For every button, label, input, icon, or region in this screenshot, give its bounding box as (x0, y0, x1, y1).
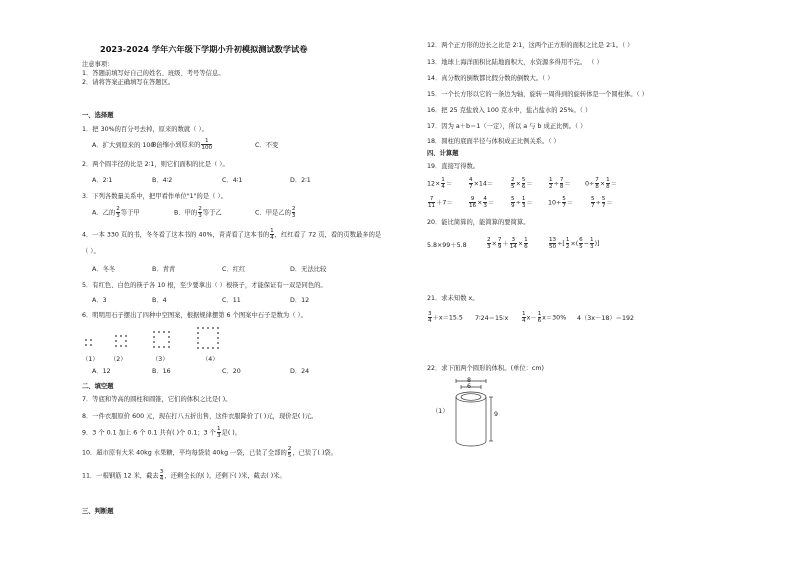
denominator: 3 (291, 213, 296, 219)
denominator: 8 (606, 184, 610, 190)
option-b: B．16 (152, 368, 171, 375)
denominator: 14 (509, 244, 517, 250)
option-d: D．12 (290, 297, 310, 304)
denominator: 9 (497, 244, 502, 250)
calc-text: ÷ (553, 180, 559, 188)
question-12: 12．两个正方形的边长之比是 2∶1，这两个正方形的面积之比是 2∶1。（ ） (427, 42, 634, 49)
fraction (566, 237, 570, 250)
pattern-label: （3） (152, 356, 169, 363)
dot-patterns (82, 326, 232, 358)
option-text: 等于乙 (202, 209, 222, 217)
option-text: B．甲的 (174, 209, 198, 217)
calc-text: ＝ (564, 180, 571, 188)
option-a: A．12 (92, 368, 111, 375)
section-heading: 四、计算题 (427, 150, 459, 157)
fraction (549, 177, 553, 190)
numerator: 1 (522, 311, 526, 317)
question-text: ，还剩全长的( )，还剩下( )米，截去( )米。 (164, 472, 286, 480)
equation-text: x＝30% (542, 314, 567, 322)
option-c: C．20 (222, 368, 241, 375)
expression: 5.8×99＋5.8 (427, 242, 467, 249)
denominator: 6 (537, 318, 542, 324)
calc-text: ÷ (515, 199, 521, 207)
numerator: 7 (595, 177, 599, 183)
section-heading: 三、判断题 (82, 508, 114, 515)
fraction (562, 196, 566, 209)
equation-text: ＋x＝15.5 (432, 314, 463, 322)
calc-text: ＝ (566, 199, 574, 207)
denominator: 9 (511, 203, 515, 209)
question-4-cont: （ ）。 (82, 248, 100, 255)
fraction (511, 196, 515, 209)
numerator: 1 (521, 196, 526, 202)
fraction (469, 196, 476, 209)
option-b-label: B．缩小到原来的 (152, 141, 201, 149)
equation: 7∶24＝15∶x (475, 315, 509, 322)
denominator: 8 (595, 184, 599, 190)
question-text: 10．超市原有大米 40kg 水果糖，平均每袋装 40kg 一袋，已装了全部的 (82, 449, 287, 457)
numerator: 4 (469, 177, 473, 183)
numerator: 1 (606, 177, 610, 183)
equation (427, 311, 463, 326)
notice-item: 2．请将答案正确填写在答题区。 (82, 79, 175, 86)
fraction (510, 237, 517, 250)
numerator: 1 (204, 138, 209, 144)
calc-text: 12× (427, 180, 441, 188)
fraction (441, 177, 445, 190)
fraction (579, 237, 583, 250)
calc-item (548, 177, 571, 192)
fraction (288, 446, 292, 459)
denominator: 3 (590, 244, 594, 250)
fraction (217, 426, 221, 439)
numerator: 3 (159, 469, 164, 475)
question-5: 5．有红色、白色的筷子各 10 根，至少要拿出（ ）根筷子，才能保证有一双是同色的。 (82, 282, 327, 289)
denominator: 4 (428, 318, 432, 324)
fraction (524, 237, 528, 250)
denominator: 5 (511, 184, 515, 190)
calc-text: ÷ (595, 199, 601, 207)
numerator: 5 (591, 196, 595, 202)
section-heading: 二、填空题 (82, 383, 114, 390)
option-a (92, 206, 140, 221)
denominator: 100 (201, 145, 213, 151)
numerator: 1 (537, 311, 542, 317)
option-text: C．甲是乙的 (255, 209, 291, 217)
denominator: 6 (521, 184, 526, 190)
numerator: 3 (511, 237, 516, 243)
denominator: 2 (565, 244, 570, 250)
option-d: D．24 (290, 368, 310, 375)
fraction (549, 237, 556, 250)
option-b: B．4 (152, 297, 167, 304)
pattern-label: （1） (82, 356, 99, 363)
calc-item (427, 196, 453, 211)
numerator: 5 (562, 196, 566, 202)
calc-item (468, 196, 494, 211)
numerator: 1 (216, 426, 221, 432)
numerator: 1 (270, 228, 274, 234)
question-16: 16．把 25 克盐放入 100 克水中，盐占盐水的 25%。（ ） (427, 107, 592, 114)
fraction (522, 196, 526, 209)
question-18: 18．圆柱的底面半径与体积成正比例关系。（ ） (427, 138, 560, 145)
calc-text: 0÷ (585, 180, 595, 188)
denominator: 3 (198, 213, 202, 219)
option-b: B．4∶2 (152, 177, 173, 184)
fraction (590, 237, 594, 250)
calc-item (548, 196, 573, 211)
question-4 (82, 228, 381, 243)
question-19: 19．直接写得数。 (427, 163, 480, 170)
fraction (538, 311, 542, 324)
question-3: 3．下列各数量关系中，把甲看作单位"1"的是（ ）。 (82, 193, 227, 200)
notice-heading: 注意事项： (82, 61, 114, 68)
numerator: 2 (511, 177, 515, 183)
section-heading: 一、选择题 (82, 112, 114, 119)
dimension-height: 9 (494, 411, 499, 418)
fraction (292, 206, 296, 219)
numerator: 6 (579, 237, 583, 243)
pattern-3 (153, 331, 170, 348)
numerator: 1 (549, 177, 553, 183)
option-d: D．2∶1 (290, 177, 311, 184)
option-c: C．不变 (255, 142, 279, 149)
denominator: 5 (579, 244, 583, 250)
calc-text: × (515, 180, 521, 188)
fraction (116, 206, 120, 219)
denominator: 3 (116, 213, 120, 219)
calc-item (510, 177, 533, 192)
question-1: 1．把 30%的百分号去掉，原来的数就（ ）。 (82, 126, 208, 133)
option-a: A．扩大到原来的 100 倍 (92, 142, 163, 149)
denominator: 7 (591, 203, 595, 209)
numerator: 2 (487, 237, 491, 243)
page-title: 2023-2024 学年六年级下学期小升初模拟测试数学试卷 (100, 44, 308, 54)
fraction (602, 196, 606, 209)
denominator: 4 (270, 235, 274, 241)
question-10 (82, 446, 337, 461)
numerator: 7 (429, 196, 434, 202)
fraction (487, 237, 491, 250)
calc-text: ＝ (445, 180, 453, 188)
denominator: 3 (521, 203, 526, 209)
fraction (201, 138, 212, 151)
fraction (591, 196, 595, 209)
calc-text: ＝ (526, 180, 533, 188)
calc-item (468, 177, 493, 192)
calc-item (510, 196, 533, 211)
numerator: 1 (590, 237, 594, 243)
denominator: 6 (524, 244, 528, 250)
option-a: A．冬冬 (92, 266, 116, 273)
hollow-cylinder-figure (448, 376, 508, 452)
numerator: 2 (198, 206, 202, 212)
fraction (595, 177, 599, 190)
calc-text: 10÷ (548, 199, 562, 207)
denominator: 3 (487, 244, 491, 250)
denominator: 3 (216, 433, 221, 439)
denominator: 4 (159, 476, 164, 482)
question-text: 4．一本 330 页的书，冬冬看了这本书的 40%，青青看了这本书的 (82, 231, 270, 239)
fraction (270, 228, 274, 241)
denominator: 4 (441, 184, 445, 190)
numerator: 5 (511, 196, 515, 202)
numerator: 1 (524, 237, 528, 243)
option-b (152, 138, 213, 153)
fraction (522, 177, 526, 190)
denominator: 16 (469, 203, 477, 209)
pattern-label: （4） (202, 356, 219, 363)
question-text: 9．3 个 0.1 加上 6 个 0.1 共有( )个 0.1；3 个 (82, 429, 216, 437)
question-2: 2．两个圆半径的比是 2∶1，则它们面积的比是（ ）。 (82, 161, 229, 168)
numerator: 2 (291, 206, 296, 212)
pattern-2 (115, 335, 127, 347)
calc-item (427, 177, 452, 192)
numerator: 5 (521, 177, 526, 183)
fraction (560, 177, 564, 190)
equation (521, 311, 566, 326)
question-text: 11．一根钢筋 12 米，截去 (82, 472, 159, 480)
denominator: 5 (287, 453, 292, 459)
question-text: ，红红看了 72 页，看的页数最多的是 (274, 231, 382, 239)
question-13: 13．地球上海洋面积比陆地面积大，水资源多得用不完。 （ ） (427, 59, 603, 66)
numerator: 1 (441, 177, 445, 183)
question-11 (82, 469, 286, 484)
denominator: 8 (559, 184, 564, 190)
calc-item (585, 177, 617, 192)
question-8: 8．一件衣服原价 600 元，现在打八五折出售，这件衣服降价了( )元，现价是( )元。 (82, 413, 318, 420)
option-b: B．青青 (152, 266, 176, 273)
fraction (511, 177, 515, 190)
numerator: 7 (559, 177, 564, 183)
calc-text: × (477, 199, 483, 207)
denominator: 50 (549, 244, 557, 250)
numerator: 4 (483, 196, 487, 202)
numerator: 9 (470, 196, 475, 202)
numerator: 7 (497, 237, 502, 243)
numerator: 5 (601, 196, 606, 202)
question-text: 是( )。 (221, 429, 242, 437)
fraction (483, 196, 487, 209)
option-d: D．无法比较 (290, 266, 327, 273)
expression: $\frac{2}{3}$ × $\frac{7}{9}$ ＋ $\frac{3}{14}$ × $\frac{1}{6}$ (487, 237, 528, 250)
numerator: 1 (565, 237, 570, 243)
notice-item: 1．答题前填写好自己的姓名、班级、考号等信息。 (82, 70, 225, 77)
denominator: 11 (428, 203, 436, 209)
calc-text: ＝ (526, 199, 533, 207)
calc-text: ×14＝ (473, 180, 494, 188)
fraction (428, 311, 432, 324)
figure-label: （1） (432, 408, 449, 415)
pattern-label: （2） (110, 356, 127, 363)
denominator: 7 (562, 203, 566, 209)
question-22: 22．求下面两个圆形的体积。(单位：cm) (427, 365, 544, 372)
option-text: A．乙的 (92, 209, 116, 217)
fraction (428, 196, 435, 209)
denominator: 2 (549, 184, 553, 190)
calc-text: × (599, 180, 606, 188)
option-c: C．红红 (222, 266, 246, 273)
option-c: C．4∶1 (222, 177, 243, 184)
question-9 (82, 426, 241, 441)
question-6: 6．明明用石子摆出了四种中空图案，根据规律摆第 6 个图案中石子是数为（ ）。 (82, 312, 307, 319)
calc-text: ＝ (487, 199, 495, 207)
question-17: 17．因为 a＋b＝1（一定），所以 a 与 b 成正比例。（ ） (427, 123, 587, 130)
fraction (469, 177, 473, 190)
option-a: A．2∶1 (92, 177, 113, 184)
expression: $\frac{13}{50}$ ÷[ $\frac{1}{2}$ ×( $\frac{6}{5}$ − $\frac{1}{3}$ )] (549, 237, 600, 250)
option-b (174, 206, 222, 221)
denominator: 7 (601, 203, 606, 209)
question-15: 15．一个长方形以它的一条边为轴，旋转一周得到的旋转体是一个圆柱体。（ ） (427, 91, 648, 98)
pattern-1 (85, 339, 92, 346)
question-text: ，已装了( )袋。 (292, 449, 338, 457)
denominator: 4 (522, 318, 526, 324)
fraction (522, 311, 526, 324)
numerator: 2 (287, 446, 292, 452)
question-21: 21．求未知数 x。 (427, 295, 479, 302)
fraction (198, 206, 202, 219)
numerator: 3 (428, 311, 432, 317)
equation-text: x－ (526, 314, 537, 322)
pattern-4 (197, 327, 219, 349)
calc-text: ＝ (606, 199, 613, 207)
numerator: 2 (116, 206, 120, 212)
numerator: 13 (549, 237, 557, 243)
calc-text: ＝ (610, 180, 617, 188)
question-14: 14．真分数的倒数都比假分数的倒数大。（ ） (427, 75, 554, 82)
dimension-outer: 8 (467, 377, 472, 384)
calc-text: ＋7＝ (436, 199, 453, 207)
denominator: 3 (483, 203, 487, 209)
dimension-inner: 6 (467, 383, 472, 390)
option-c: C．11 (222, 297, 241, 304)
denominator: 7 (469, 184, 473, 190)
question-20: 20．能比简算的，能简算的要简算。 (427, 219, 530, 226)
fraction (160, 469, 164, 482)
question-7: 7．等底和等高的圆柱和圆锥，它们的体积之比是( )。 (82, 396, 232, 403)
option-c (255, 206, 296, 221)
fraction (606, 177, 610, 190)
fraction (498, 237, 502, 250)
calc-item (590, 196, 613, 211)
option-text: 等于甲 (120, 209, 140, 217)
equation: 4（3x－18）＝192 (577, 315, 634, 322)
option-a: A．3 (92, 297, 107, 304)
